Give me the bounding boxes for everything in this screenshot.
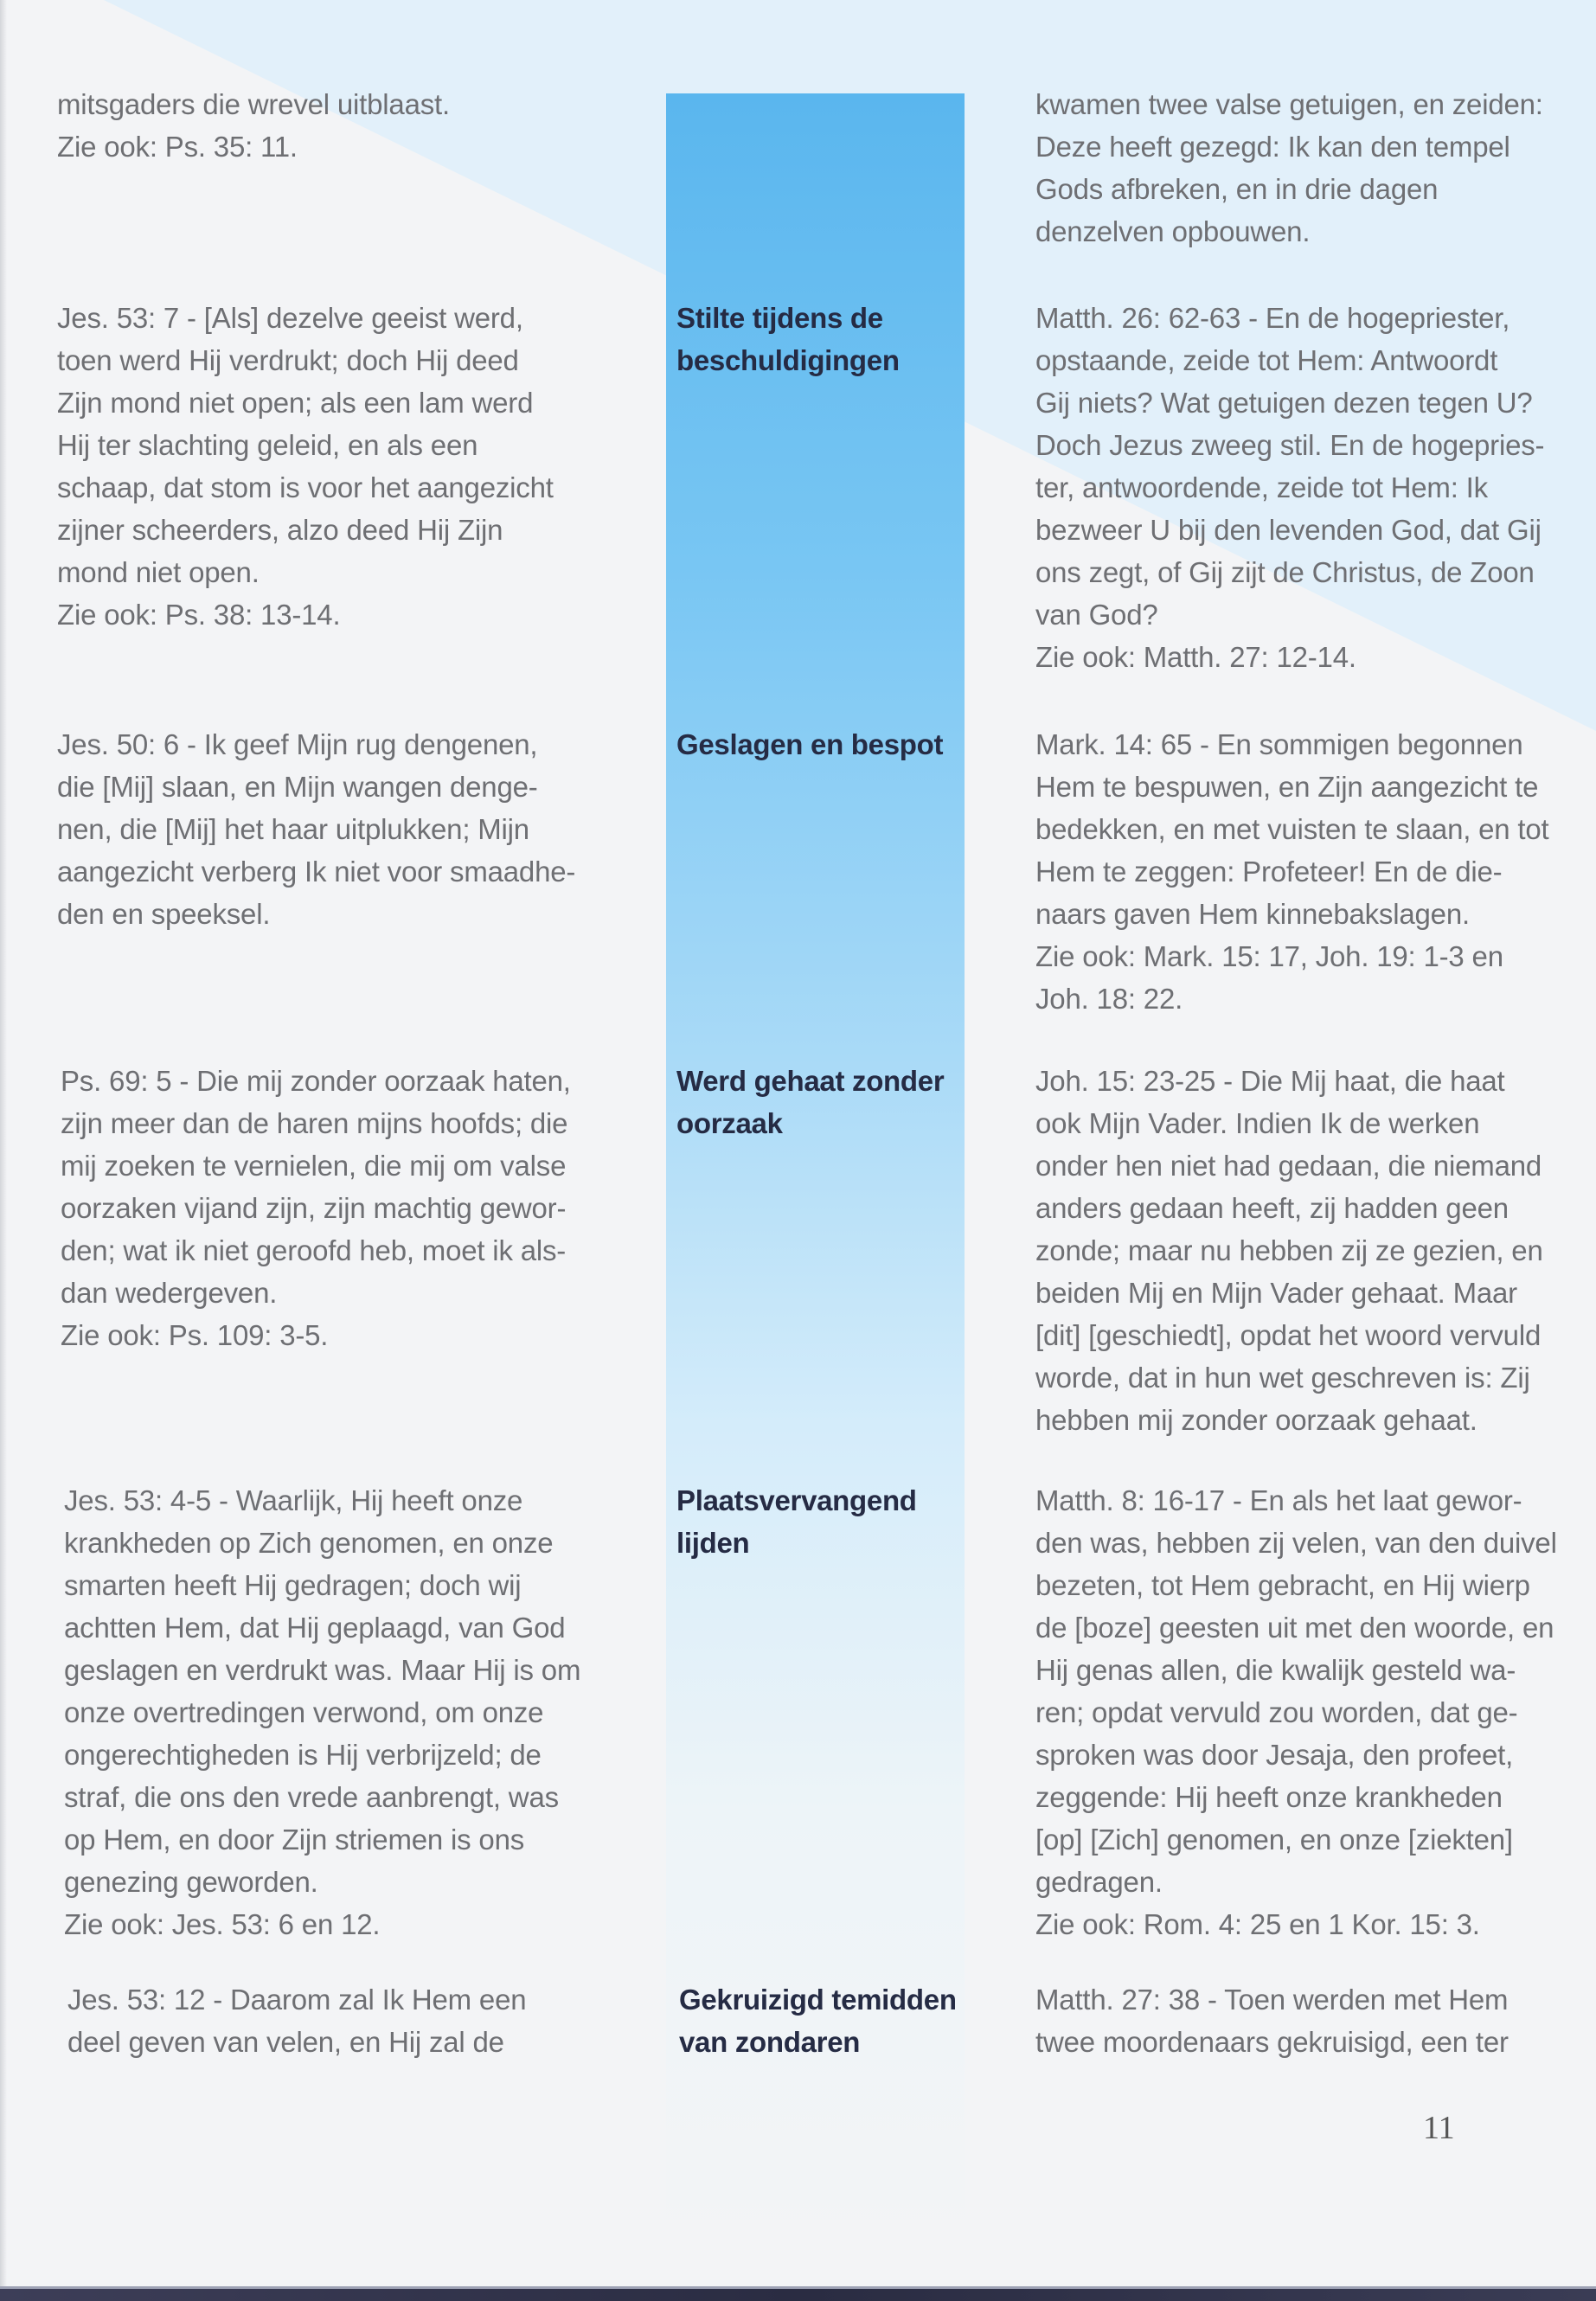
text-line: dan wedergeven. bbox=[61, 1277, 278, 1309]
row-5-new-testament-text bbox=[1035, 1978, 1580, 2063]
row-5-topic-label bbox=[679, 1978, 960, 2063]
text-line: denzelven opbouwen. bbox=[1035, 215, 1311, 247]
text-line: ongerechtigheden is Hij verbrijzeld; de bbox=[64, 1739, 542, 1771]
text-line: ons zegt, of Gij zijt de Christus, de Zoon bbox=[1035, 556, 1535, 588]
text-line: Joh. 15: 23-25 - Die Mij haat, die haat bbox=[1035, 1065, 1505, 1097]
text-line: oorzaken vijand zijn, zijn machtig gewor- bbox=[61, 1192, 567, 1224]
text-line: Matth. 26: 62-63 - En de hogepriester, bbox=[1035, 302, 1510, 334]
text-line: Gods afbreken, en in drie dagen bbox=[1035, 173, 1439, 205]
text-line: genezing geworden. bbox=[64, 1866, 318, 1898]
text-line: ter, antwoordende, zeide tot Hem: Ik bbox=[1035, 471, 1488, 503]
text-line: Hem te bespuwen, en Zijn aangezicht te bbox=[1035, 771, 1539, 803]
text-line: naars gaven Hem kinnebakslagen. bbox=[1035, 898, 1470, 930]
text-line: Zijn mond niet open; als een lam werd bbox=[57, 387, 534, 419]
text-line: straf, die ons den vrede aanbrengt, was bbox=[64, 1781, 559, 1813]
text-line: Hem te zeggen: Profeteer! En de die- bbox=[1035, 856, 1503, 888]
label-line: beschuldigingen bbox=[676, 344, 900, 376]
row-2-new-testament-text bbox=[1035, 723, 1580, 1020]
label-line: Stilte tijdens de bbox=[676, 302, 883, 334]
text-line: Zie ook: Ps. 38: 13-14. bbox=[57, 599, 341, 631]
text-line: beiden Mij en Mijn Vader gehaat. Maar bbox=[1035, 1277, 1517, 1309]
text-line: opstaande, zeide tot Hem: Antwoordt bbox=[1035, 344, 1498, 376]
row-3-new-testament-text bbox=[1035, 1060, 1580, 1441]
text-line: schaap, dat stom is voor het aangezicht bbox=[57, 471, 554, 503]
label-line: Werd gehaat zonder bbox=[676, 1065, 945, 1097]
text-line: hebben mij zonder oorzaak gehaat. bbox=[1035, 1404, 1477, 1436]
text-line: Jes. 53: 4-5 - Waarlijk, Hij heeft onze bbox=[64, 1484, 523, 1516]
text-line: Jes. 53: 12 - Daarom zal Ik Hem een bbox=[67, 1984, 527, 2016]
text-line: van God? bbox=[1035, 599, 1158, 631]
text-line: kwamen twee valse getuigen, en zeiden: bbox=[1035, 88, 1543, 120]
row-4-new-testament-text bbox=[1035, 1479, 1580, 1945]
row-0-old-testament-text bbox=[57, 83, 611, 168]
row-4-topic-label bbox=[676, 1479, 958, 1564]
text-line: zonde; maar nu hebben zij ze gezien, en bbox=[1035, 1234, 1543, 1266]
text-line: bezeten, tot Hem gebracht, en Hij wierp bbox=[1035, 1569, 1530, 1601]
text-line: twee moordenaars gekruisigd, een ter bbox=[1035, 2026, 1509, 2058]
text-line: Zie ook: Ps. 109: 3-5. bbox=[61, 1319, 329, 1351]
text-line: Joh. 18: 22. bbox=[1035, 983, 1183, 1015]
text-line: deel geven van velen, en Hij zal de bbox=[67, 2026, 504, 2058]
page-edge-shadow bbox=[0, 0, 7, 2301]
text-line: nen, die [Mij] het haar uitplukken; Mijn bbox=[57, 813, 529, 845]
page-number: 11 bbox=[1423, 2110, 1455, 2146]
text-line: Matth. 27: 38 - Toen werden met Hem bbox=[1035, 1984, 1509, 2016]
text-line: zeggende: Hij heeft onze krankheden bbox=[1035, 1781, 1503, 1813]
text-line: Jes. 53: 7 - [Als] dezelve geeist werd, bbox=[57, 302, 523, 334]
text-line: mij zoeken te vernielen, die mij om valse bbox=[61, 1150, 567, 1182]
label-line: van zondaren bbox=[679, 2026, 861, 2058]
bottom-edge-bar bbox=[0, 2289, 1596, 2301]
text-line: Zie ook: Rom. 4: 25 en 1 Kor. 15: 3. bbox=[1035, 1908, 1480, 1940]
text-line: Hij ter slachting geleid, en als een bbox=[57, 429, 478, 461]
row-3-topic-label bbox=[676, 1060, 958, 1144]
text-line: smarten heeft Hij gedragen; doch wij bbox=[64, 1569, 522, 1601]
label-line: lijden bbox=[676, 1527, 750, 1559]
text-line: Doch Jezus zweeg stil. En de hogepries- bbox=[1035, 429, 1545, 461]
text-line: die [Mij] slaan, en Mijn wangen denge- bbox=[57, 771, 538, 803]
text-line: [op] [Zich] genomen, en onze [ziekten] bbox=[1035, 1823, 1513, 1856]
text-line: op Hem, en door Zijn striemen is ons bbox=[64, 1823, 525, 1856]
text-line: toen werd Hij verdrukt; doch Hij deed bbox=[57, 344, 519, 376]
text-line: Zie ook: Mark. 15: 17, Joh. 19: 1-3 en bbox=[1035, 940, 1503, 972]
text-line: bezweer U bij den levenden God, dat Gij bbox=[1035, 514, 1542, 546]
text-line: achtten Hem, dat Hij geplaagd, van God bbox=[64, 1612, 566, 1644]
text-line: den en speeksel. bbox=[57, 898, 271, 930]
text-line: geslagen en verdrukt was. Maar Hij is om bbox=[64, 1654, 581, 1686]
row-2-old-testament-text bbox=[57, 723, 611, 935]
text-line: Zie ook: Matth. 27: 12-14. bbox=[1035, 641, 1356, 673]
text-line: zijn meer dan de haren mijns hoofds; die bbox=[61, 1107, 568, 1139]
text-line: ook Mijn Vader. Indien Ik de werken bbox=[1035, 1107, 1480, 1139]
text-line: [dit] [geschiedt], opdat het woord vervuld bbox=[1035, 1319, 1542, 1351]
row-0-new-testament-text bbox=[1035, 83, 1580, 253]
text-line: Zie ook: Ps. 35: 11. bbox=[57, 131, 298, 163]
text-line: Deze heeft gezegd: Ik kan den tempel bbox=[1035, 131, 1510, 163]
text-line: onder hen niet had gedaan, die niemand bbox=[1035, 1150, 1542, 1182]
row-5-old-testament-text bbox=[67, 1978, 621, 2063]
text-line: anders gedaan heeft, zij hadden geen bbox=[1035, 1192, 1509, 1224]
text-line: aangezicht verberg Ik niet voor smaadhe- bbox=[57, 856, 576, 888]
label-line: Gekruizigd temidden bbox=[679, 1984, 957, 2016]
label-line: oorzaak bbox=[676, 1107, 783, 1139]
row-2-topic-label bbox=[676, 723, 958, 766]
row-1-new-testament-text bbox=[1035, 297, 1580, 678]
label-line: Plaatsvervangend bbox=[676, 1484, 917, 1516]
text-line: Hij genas allen, die kwalijk gesteld wa- bbox=[1035, 1654, 1516, 1686]
text-line: den; wat ik niet geroofd heb, moet ik als- bbox=[61, 1234, 567, 1266]
row-4-old-testament-text bbox=[64, 1479, 618, 1945]
center-gradient-strip bbox=[666, 93, 965, 2239]
text-line: gedragen. bbox=[1035, 1866, 1163, 1898]
text-line: Gij niets? Wat getuigen dezen tegen U? bbox=[1035, 387, 1533, 419]
text-line: den was, hebben zij velen, van den duivel bbox=[1035, 1527, 1557, 1559]
text-line: zijner scheerders, alzo deed Hij Zijn bbox=[57, 514, 503, 546]
text-line: mitsgaders die wrevel uitblaast. bbox=[57, 88, 450, 120]
label-line: Geslagen en bespot bbox=[676, 728, 944, 760]
text-line: Matth. 8: 16-17 - En als het laat gewor- bbox=[1035, 1484, 1522, 1516]
text-line: onze overtredingen verwond, om onze bbox=[64, 1696, 544, 1728]
text-line: ren; opdat vervuld zou worden, dat ge- bbox=[1035, 1696, 1518, 1728]
row-1-old-testament-text bbox=[57, 297, 611, 636]
text-line: bedekken, en met vuisten te slaan, en tot bbox=[1035, 813, 1549, 845]
text-line: Jes. 50: 6 - Ik geef Mijn rug dengenen, bbox=[57, 728, 538, 760]
text-line: mond niet open. bbox=[57, 556, 260, 588]
text-line: Ps. 69: 5 - Die mij zonder oorzaak haten, bbox=[61, 1065, 571, 1097]
text-line: sproken was door Jesaja, den profeet, bbox=[1035, 1739, 1514, 1771]
text-line: krankheden op Zich genomen, en onze bbox=[64, 1527, 554, 1559]
text-line: Mark. 14: 65 - En sommigen begonnen bbox=[1035, 728, 1523, 760]
row-3-old-testament-text bbox=[61, 1060, 614, 1356]
row-1-topic-label bbox=[676, 297, 958, 381]
text-line: de [boze] geesten uit met den woorde, en bbox=[1035, 1612, 1554, 1644]
text-line: worde, dat in hun wet geschreven is: Zij bbox=[1035, 1362, 1530, 1394]
text-line: Zie ook: Jes. 53: 6 en 12. bbox=[64, 1908, 381, 1940]
